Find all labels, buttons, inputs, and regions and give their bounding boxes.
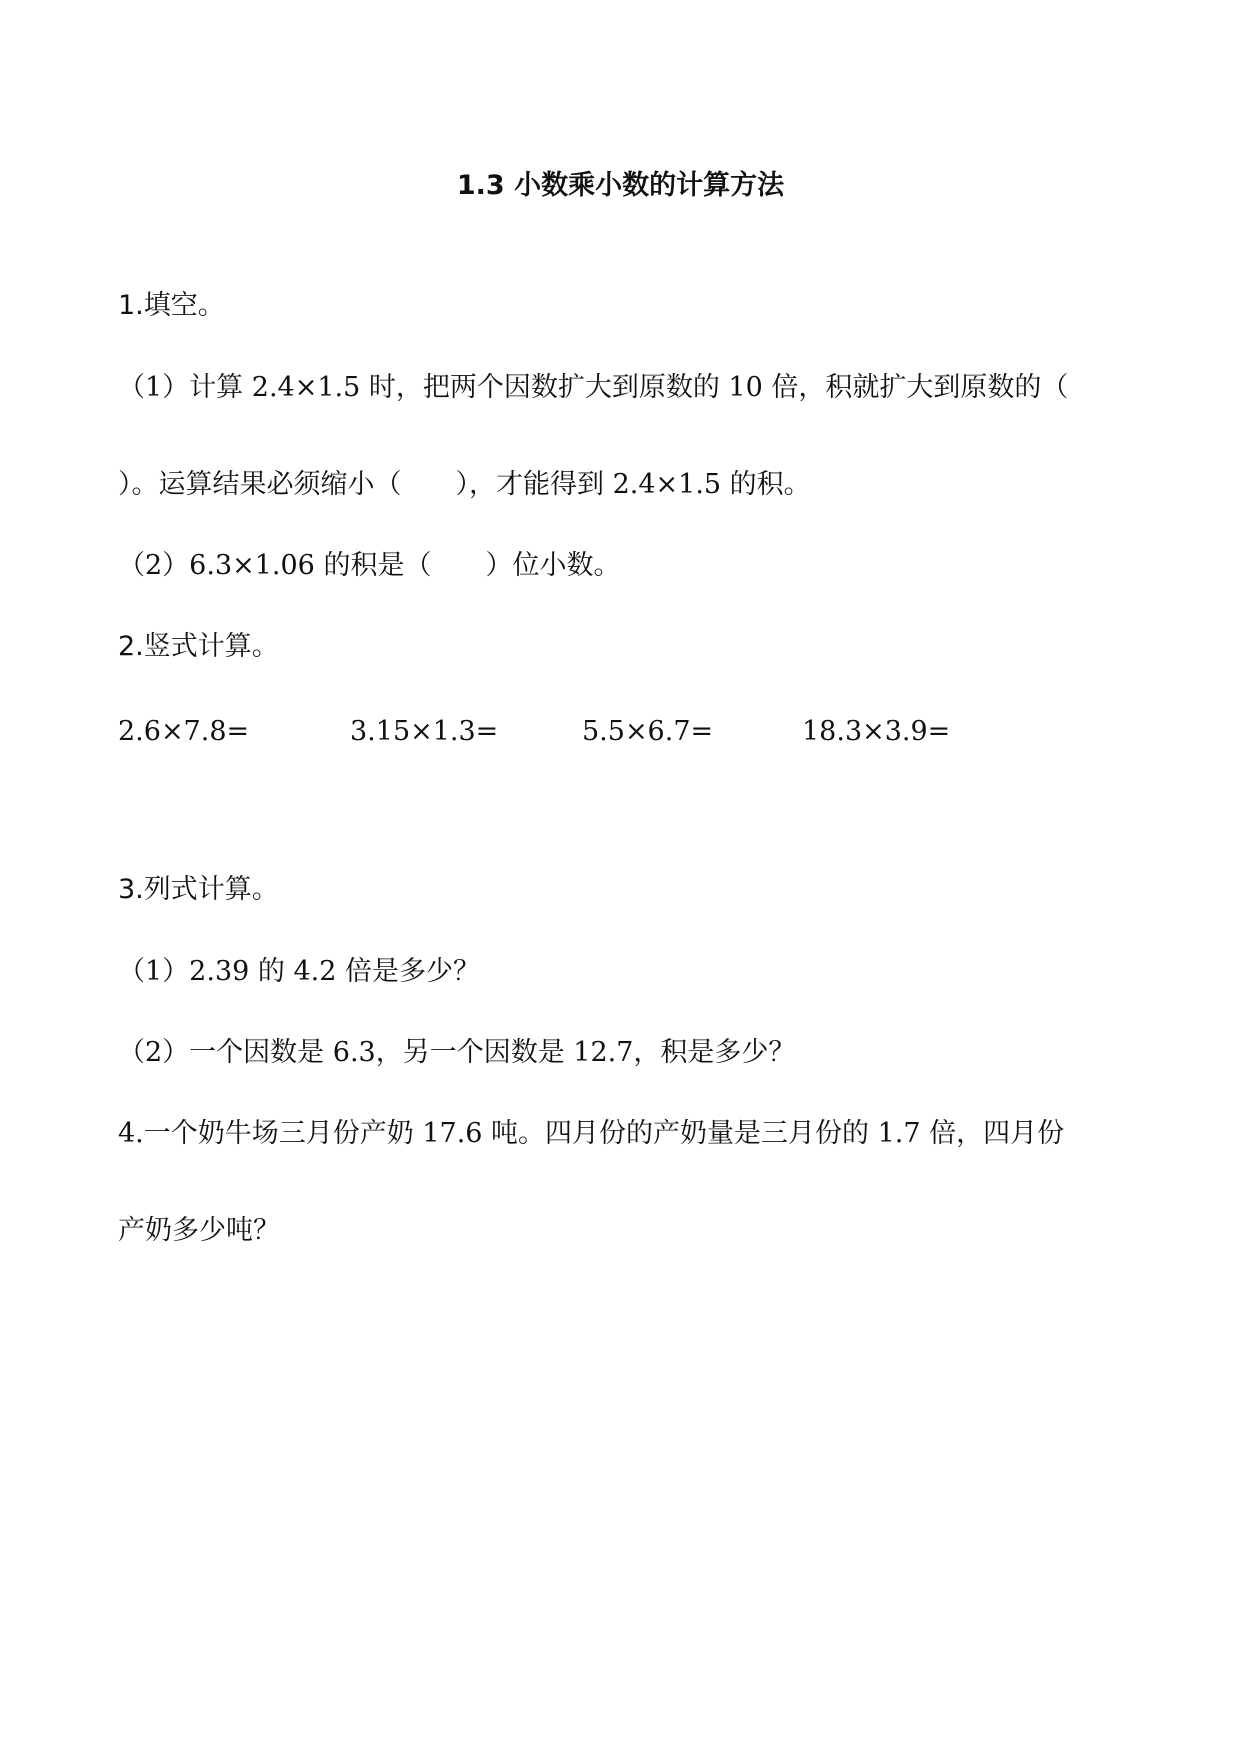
calc-problem-3: 5.5×6.7= [582,716,714,747]
calc-problem-1: 2.6×7.8= [118,716,250,747]
section-3-heading: 3.列式计算。 [118,874,279,905]
question-4-line-1: 4.一个奶牛场三月份产奶 17.6 吨。四月份的产奶量是三月份的 1.7 倍，四月份 [118,1118,1065,1149]
calc-problem-4: 18.3×3.9= [802,716,951,747]
calc-problem-2: 3.15×1.3= [350,716,499,747]
vertical-calculation-row [118,712,1118,752]
question-4-line-2: 产奶多少吨？ [118,1215,280,1246]
section-1-heading: 1.填空。 [118,290,225,321]
page-title: 1.3 小数乘小数的计算方法 [456,170,785,201]
question-1-1-line-2: ）。运算结果必须缩小（ ），才能得到 2.4×1.5 的积。 [118,469,811,500]
question-1-1-line-1: （1）计算 2.4×1.5 时，把两个因数扩大到原数的 10 倍，积就扩大到原数的（ [118,372,1069,403]
question-3-2: （2）一个因数是 6.3，另一个因数是 12.7，积是多少？ [118,1037,796,1068]
question-3-1: （1）2.39 的 4.2 倍是多少？ [118,956,480,987]
section-2-heading: 2.竖式计算。 [118,631,279,662]
question-1-2: （2）6.3×1.06 的积是（ ）位小数。 [118,550,621,581]
